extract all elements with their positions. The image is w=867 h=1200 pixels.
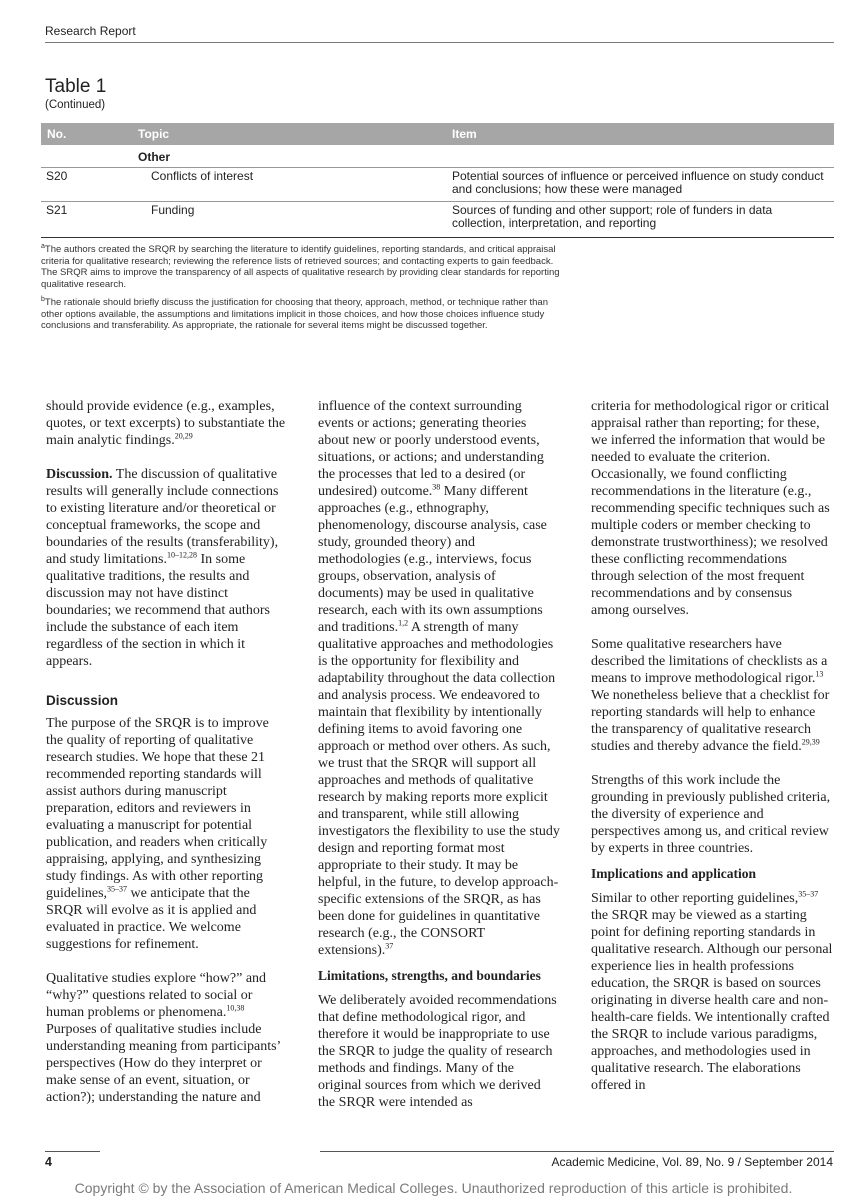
paragraph — [46, 970, 288, 1106]
citation: 10–12,28 — [166, 550, 197, 560]
paragraph: criteria for methodological rigor or critical appraisal rather than reporting; for these, we inferred the information that would be needed to evaluate the criterion. Occasionally, we found conflicting recommendations in the literature (e.g., recommending specific techniques such as multiple coders or member checking to demonstrate trustworthiness); we resolved these conflicting recommendations through selection of the most frequent recommendations and by consensus among ourselves. — [591, 399, 830, 618]
text: the SRQR may be viewed as a starting point for defining reporting standards in qualitative research. Although our personal experience lies in health professions education, the SRQR is based on sources originating in diverse health care and non-health-care fields. We intentionally crafted the SRQR to include various paradigms, approaches, and methodologies used in qualitative research. The elaborations offered in — [591, 908, 833, 1093]
footnote-mark: a — [41, 243, 45, 250]
paragraph — [591, 890, 833, 1094]
paragraph: We deliberately avoided recommendations that define methodological rigor, and therefore it would be inappropriate to use the SRQR to judge the quality of research methods and findings. Many of the original sources from which we derived the SRQR were intended as — [318, 993, 557, 1110]
body-column-1 — [46, 398, 288, 1106]
row-number: S20 — [46, 169, 68, 183]
footnote-mark: b — [41, 296, 45, 303]
row-item: Potential sources of influence or perceived influence on study conduct and conclusions; how these were managed — [452, 169, 824, 196]
text: influence of the context surrounding events or actions; generating theories about new or poorly understood events, situations, or actions; and understanding the processes that led to a desired (or undesired) outcome. — [318, 399, 544, 499]
column-header-no: No. — [47, 127, 67, 141]
body-column-3 — [591, 398, 833, 1094]
table-footnote-b — [41, 294, 561, 332]
paragraph: Strengths of this work include the grounding in previously published criteria, the diversity of experience and perspectives among us, and critical review by experts in three countries. — [591, 773, 831, 856]
footer-rule-right — [320, 1151, 834, 1152]
section-heading: Discussion — [46, 693, 119, 708]
citation: 38 — [432, 482, 441, 492]
citation: 20,29 — [174, 431, 193, 441]
copyright-notice: Copyright © by the Association of American Medical Colleges. Unauthorized reproduction of this article is prohibited. — [74, 1180, 793, 1196]
row-topic: Conflicts of interest — [151, 169, 254, 183]
table-footnote-a — [41, 241, 561, 290]
text: We nonetheless believe that a checklist for reporting standards will help to enhance the transparency of qualitative research studies and thereby advance the field. — [591, 688, 830, 754]
citation: 1,2 — [398, 618, 409, 628]
citation: 35–37 — [107, 884, 128, 894]
paragraph — [591, 636, 833, 755]
table-group-row — [41, 147, 834, 168]
text: The purpose of the SRQR is to improve the quality of reporting of qualitative research studies. We hope that these 21 recommended reporting standards will assist authors during manuscript preparation, editors and reviewers in evaluating a manuscript for potential publication, and readers when critically appraising, applying, and synthesizing study findings. As with other reporting guidelines, — [46, 716, 269, 901]
paragraph — [46, 466, 288, 670]
row-topic: Funding — [151, 203, 195, 217]
column-header-item: Item — [452, 127, 477, 141]
citation: 37 — [385, 941, 394, 951]
paragraph — [318, 398, 560, 959]
text: The discussion of qualitative results will generally include connections to existing literature and/or theoretical or conceptual frameworks, the scope and boundaries of the results (transferability), and study limitations. — [46, 467, 279, 567]
citation: 10,38 — [226, 1003, 245, 1013]
text: In some qualitative traditions, the results and discussion may not have distinct boundaries; we recommend that authors include the substance of each item regardless of the section in which it appears. — [46, 552, 270, 669]
text: Qualitative studies explore “how?” and “why?” questions related to social or human problems or phenomena. — [46, 971, 267, 1020]
header-rule — [45, 42, 834, 43]
run-in-heading: Discussion. — [46, 467, 113, 482]
table-row — [41, 201, 834, 238]
table-subtitle: (Continued) — [45, 99, 106, 111]
text: Some qualitative researchers have described the limitations of checklists as a means to improve methodological rigor. — [591, 637, 828, 686]
row-number: S21 — [46, 203, 68, 217]
subsection-heading: Limitations, strengths, and boundaries — [318, 968, 541, 983]
paragraph — [46, 715, 288, 953]
citation: 35–37 — [798, 889, 819, 899]
table-group-label: Other — [138, 150, 171, 164]
text: Many different approaches (e.g., ethnography, phenomenology, discourse analysis, case study, grounded theory) and methodologies (e.g., interviews, focus groups, observation, analysis of documents) may be used in qualitative research, each with its own assumptions and traditions. — [318, 484, 547, 635]
subsection-heading: Implications and application — [591, 866, 757, 881]
citation: 13 — [815, 669, 824, 679]
paragraph — [46, 398, 288, 449]
page-number: 4 — [45, 1155, 52, 1169]
text: should provide evidence (e.g., examples, quotes, or text excerpts) to substantiate the main analytic findings. — [46, 399, 286, 448]
text: Purposes of qualitative studies include understanding meaning from participants’ perspectives (How do they interpret or make sense of an event, situation, or action?); understanding the nature and — [46, 1022, 281, 1105]
footer-rule-left — [45, 1151, 100, 1152]
text: Similar to other reporting guidelines, — [591, 891, 799, 906]
table-row — [41, 167, 834, 202]
journal-citation: Academic Medicine, Vol. 89, No. 9 / September 2014 — [551, 1155, 833, 1169]
column-header-topic: Topic — [138, 127, 170, 141]
footnote-text: The authors created the SRQR by searching the literature to identify guidelines, reporting standards, and critical appraisal criteria for qualitative research; reviewing the reference lists of retrieved sources; and contacting experts to gain feedback. The SRQR aims to improve the transparency of all aspects of qualitative research by providing clear standards for reporting qualitative research. — [41, 244, 560, 290]
table-header-row — [41, 123, 834, 145]
citation: 29,39 — [801, 737, 820, 747]
text: we anticipate that the SRQR will evolve as it is applied and evaluated in practice. We welcome suggestions for refinement. — [46, 886, 257, 952]
row-item: Sources of funding and other support; role of funders in data collection, interpretation, and reporting — [452, 203, 773, 230]
body-column-2 — [318, 398, 560, 1111]
running-head: Research Report — [45, 24, 136, 38]
text: A strength of many qualitative approaches and methodologies is the opportunity for flexibility and adaptability throughout the data collection and analysis process. We endeavored to maintain that flexibility by intentionally defining items to avoid favoring one approach or method over others. As such, we trust that the SRQR will support all approaches and methods of qualitative research by making reports more explicit and transparent, while still allowing investigators the flexibility to use the study design and reporting format most appropriate to their study. It may be helpful, in the future, to develop approach-specific extensions of the SRQR, as has been done for guidelines in quantitative research (e.g., the CONSORT extensions). — [318, 620, 560, 958]
table-title: Table 1 — [45, 76, 107, 97]
footnote-text: The rationale should briefly discuss the justification for choosing that theory, approach, method, or technique rather than other options available, the assumptions and limitations implicit in those choices, and how those choices influence study conclusions and transferability. As appropriate, the rationale for several items might be discussed together. — [41, 297, 548, 332]
